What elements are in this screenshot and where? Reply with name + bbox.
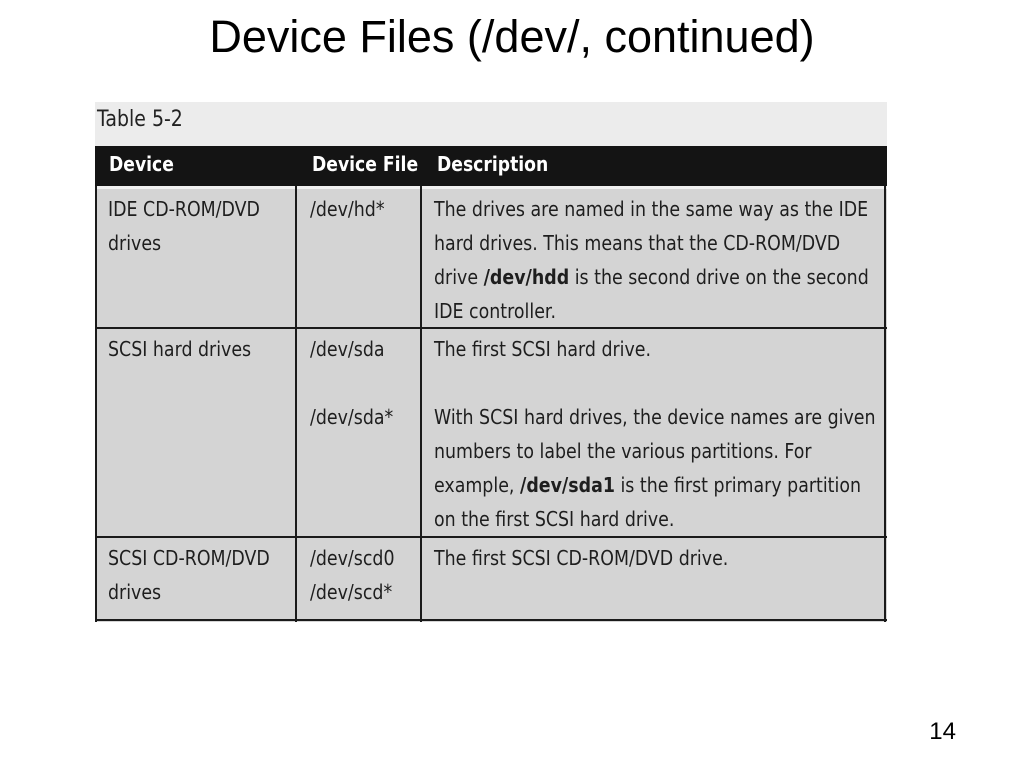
column-divider-1 — [295, 186, 297, 622]
header-description: Description — [437, 152, 549, 176]
slide-title: Device Files (/dev/, continued) — [209, 11, 815, 62]
table-row-2-file-1: /dev/sda — [310, 337, 385, 361]
table-row-3-files: /dev/scd0 /dev/scd* — [310, 546, 395, 604]
table-caption: Table 5-2 — [97, 107, 183, 132]
table-border-right — [884, 186, 886, 622]
table-row-3-device: SCSI CD-ROM/DVD drives — [108, 546, 270, 604]
table-caption-strip — [95, 102, 887, 146]
column-divider-2 — [420, 186, 422, 622]
table-row-2-description: With SCSI hard drives, the device names are given numbers to label the various partitions. For example, /dev/sda1 is the first primary partition on the first SCSI hard drive. — [434, 405, 876, 531]
table-row-1-file: /dev/hd* — [310, 197, 385, 221]
table-header-row — [95, 146, 887, 189]
page-number: 14 — [929, 718, 956, 745]
table-border-left — [95, 186, 97, 622]
header-device-file: Device File — [312, 152, 419, 176]
table-row-2-file-2: /dev/sda* — [310, 405, 394, 429]
table-row-2-description-first: The first SCSI hard drive. — [434, 337, 652, 361]
table-row-1-description: The drives are named in the same way as the IDE hard drives. This means that the CD-ROM/DVD drive /dev/hdd is the second drive on the second IDE controller. — [434, 197, 869, 323]
table-row-3-description: The first SCSI CD-ROM/DVD drive. — [434, 546, 729, 570]
header-device: Device — [109, 152, 174, 176]
device-files-table — [95, 102, 887, 622]
row-divider-2 — [95, 536, 887, 538]
table-border-bottom — [95, 619, 887, 621]
table-row-1-device: IDE CD-ROM/DVD drives — [108, 197, 260, 255]
table-row-2-device: SCSI hard drives — [108, 337, 252, 361]
